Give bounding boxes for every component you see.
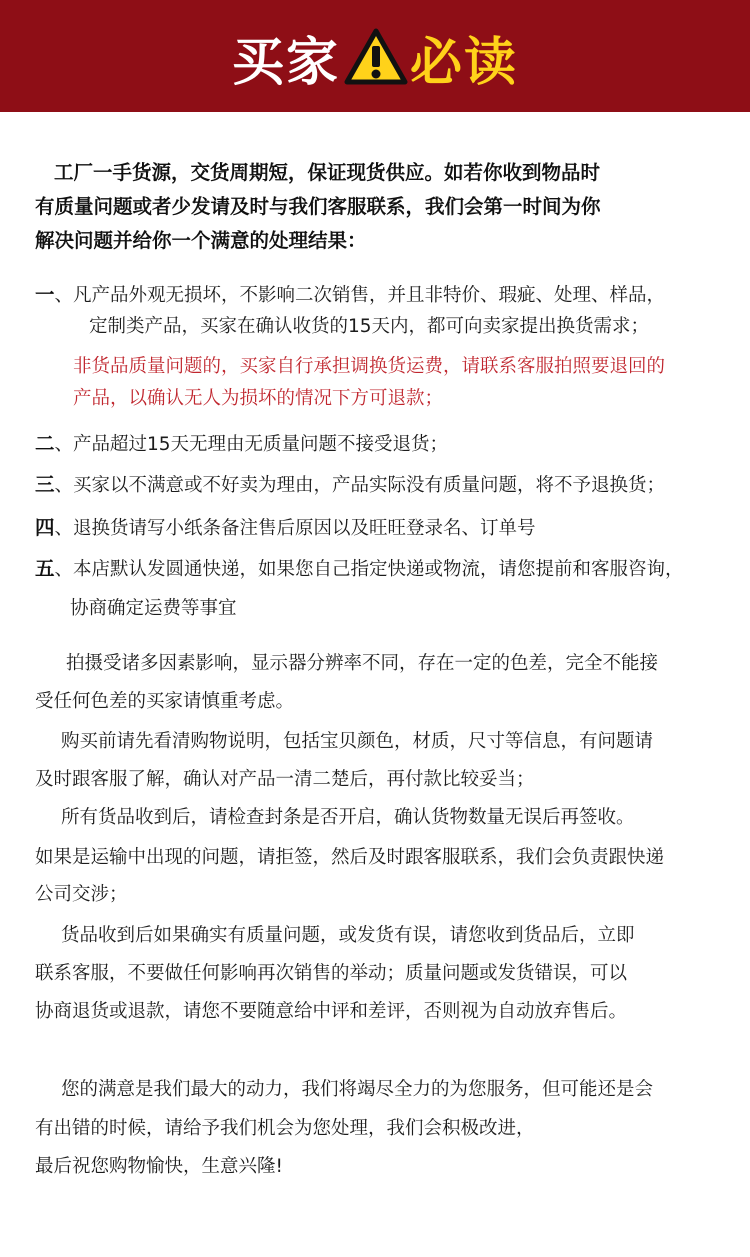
note-line-2: 受任何色差的买家请慎重考虑。 <box>35 691 295 712</box>
rule-5-number: 五 <box>35 557 55 580</box>
note-line-6: 如果是运输中出现的问题，请拒签，然后及时跟客服联系，我们会负责跟快递 <box>35 847 665 868</box>
closing-line-3: 最后祝您购物愉快，生意兴隆! <box>35 1156 283 1177</box>
note-line-10: 协商退货或退款，请您不要随意给中评和差评，否则视为自动放弃售后。 <box>35 1001 628 1022</box>
rule-4 <box>35 516 536 541</box>
rule-2-text: 、产品超过15天无理由无质量问题不接受退货； <box>54 434 449 455</box>
title-part1: 买家 <box>231 32 340 93</box>
rule-3-text: 、买家以不满意或不好卖为理由，产品实际没有质量问题，将不予退换货； <box>54 475 666 496</box>
rule-2-number: 二 <box>35 432 55 455</box>
intro-line-2: 有质量问题或者少发请及时与我们客服联系，我们会第一时间为你 <box>35 195 601 218</box>
warning-triangle-icon <box>344 28 408 86</box>
rule-5-text: 、本店默认发圆通快递，如果您自己指定快递或物流，请您提前和客服咨询， <box>54 559 684 580</box>
rule-1-number: 一 <box>35 283 55 306</box>
rule-4-text: 、退换货请写小纸条备注售后原因以及旺旺登录名、订单号 <box>54 518 536 539</box>
rule-5-continuation: 协商确定运费等事宜 <box>70 598 237 619</box>
rule-1-red-note-line-2: 产品，以确认无人为损坏的情况下方可退款； <box>73 388 444 409</box>
intro-line-3: 解决问题并给你一个满意的处理结果： <box>35 229 367 252</box>
note-line-4: 及时跟客服了解，确认对产品一清二楚后，再付款比较妥当； <box>35 769 535 790</box>
rule-1-continuation: 定制类产品，买家在确认收货的15天内，都可向卖家提出换货需求； <box>89 316 650 337</box>
closing-line-1: 您的满意是我们最大的动力，我们将竭尽全力的为您服务，但可能还是会 <box>61 1079 654 1100</box>
rule-1-text: 、凡产品外观无损坏，不影响二次销售，并且非特价、瑕疵、处理、样品， <box>54 285 666 306</box>
note-line-5: 所有货品收到后，请检查封条是否开启，确认货物数量无误后再签收。 <box>61 807 635 828</box>
rule-4-number: 四 <box>35 516 55 539</box>
note-line-7: 公司交涉； <box>35 884 128 905</box>
note-line-9: 联系客服，不要做任何影响再次销售的举动；质量问题或发货错误，可以 <box>35 963 628 984</box>
rule-2 <box>35 432 448 457</box>
rule-1 <box>35 283 665 308</box>
note-line-3: 购买前请先看清购物说明，包括宝贝颜色，材质，尺寸等信息，有问题请 <box>61 731 654 752</box>
intro-line-1: 工厂一手货源，交货周期短，保证现货供应。如若你收到物品时 <box>54 161 601 184</box>
title-part2: 必读 <box>410 32 519 93</box>
closing-line-2: 有出错的时候，请给予我们机会为您处理，我们会积极改进， <box>35 1118 535 1139</box>
rule-3-number: 三 <box>35 473 55 496</box>
note-line-1: 拍摄受诸多因素影响，显示器分辨率不同，存在一定的色差，完全不能接 <box>66 653 659 674</box>
rule-5 <box>35 557 684 582</box>
rule-3 <box>35 473 665 498</box>
page-title <box>0 22 750 92</box>
note-line-8: 货品收到后如果确实有质量问题，或发货有误，请您收到货品后，立即 <box>61 925 635 946</box>
rule-1-red-note-line-1: 非货品质量问题的，买家自行承担调换货运费，请联系客服拍照要退回的 <box>73 356 666 377</box>
